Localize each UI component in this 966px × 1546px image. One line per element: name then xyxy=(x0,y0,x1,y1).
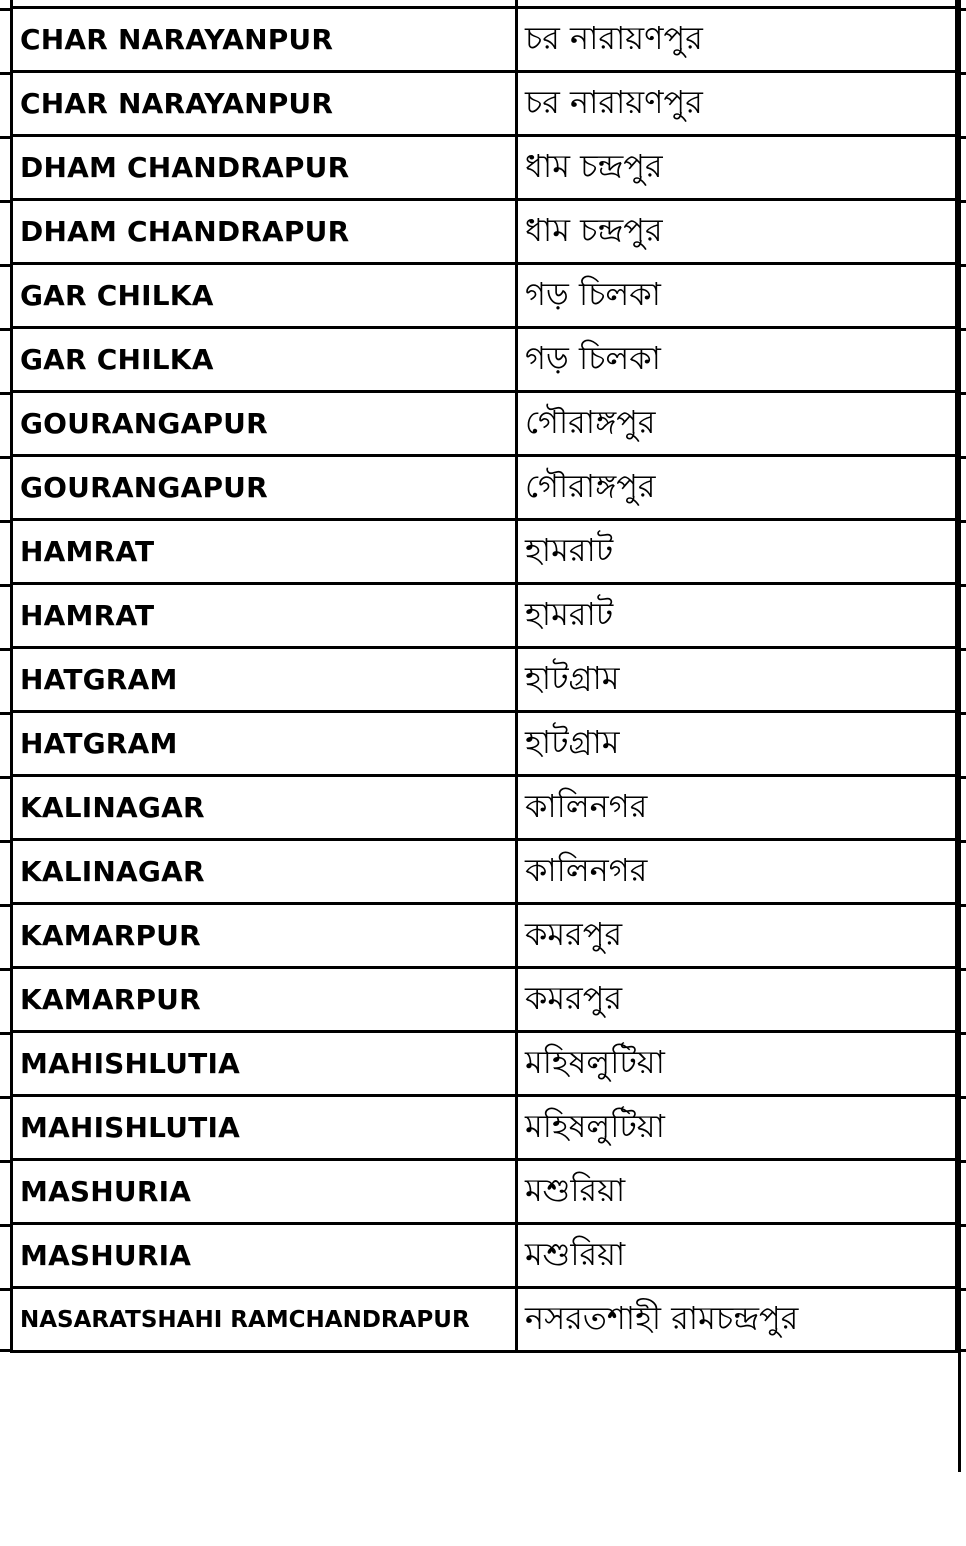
cell-bengali-name: কালিনগর xyxy=(517,840,957,904)
left-neighbor-column-edge xyxy=(0,0,10,1472)
table-row xyxy=(12,8,957,72)
cell-english-name: KALINAGAR xyxy=(12,776,517,840)
row-border-tick xyxy=(0,200,10,203)
cell-bengali-name: গৌরাঙ্গপুর xyxy=(517,392,957,456)
row-border-tick xyxy=(0,968,10,971)
cell-english-name: GAR CHILKA xyxy=(12,328,517,392)
row-border-tick xyxy=(0,456,10,459)
row-border-tick xyxy=(0,8,10,11)
cell-bengali-name: ধাম চন্দ্রপুর xyxy=(517,136,957,200)
cell-bengali-name: গড় চিলকা xyxy=(517,328,957,392)
table-row xyxy=(12,264,957,328)
village-name-table xyxy=(10,0,958,1353)
row-border-tick xyxy=(0,392,10,395)
table-row xyxy=(12,1096,957,1160)
row-border-tick xyxy=(0,712,10,715)
cell-bengali-name: হামরাট xyxy=(517,520,957,584)
cell-bengali-name: মশুরিয়া xyxy=(517,1160,957,1224)
cell-english-name: KAMARPUR xyxy=(12,968,517,1032)
table-row xyxy=(12,1288,957,1352)
table-row xyxy=(12,328,957,392)
cell-english-name: CHAR NARAYANPUR xyxy=(12,72,517,136)
row-border-tick xyxy=(0,264,10,267)
cell-bengali-name: গৌরাঙ্গপুর xyxy=(517,456,957,520)
cell-bengali-name: মশুরিয়া xyxy=(517,1224,957,1288)
cell-bengali-name: কমরপুর xyxy=(517,968,957,1032)
table-row xyxy=(12,712,957,776)
table-row xyxy=(12,1224,957,1288)
cell-bengali-name: নসরতশাহী রামচন্দ্রপুর xyxy=(517,1288,957,1352)
row-border-tick xyxy=(0,1288,10,1291)
cell-english-name: HAMRAT xyxy=(12,520,517,584)
row-border-tick xyxy=(0,1224,10,1227)
cell-bengali-name: কমরপুর xyxy=(517,904,957,968)
table-row xyxy=(12,840,957,904)
row-border-tick xyxy=(0,1160,10,1163)
cell-english-name: CHAR NARAYANPUR xyxy=(12,8,517,72)
cell-bengali-name: মহিষলুটিয়া xyxy=(517,1032,957,1096)
cell-english-name: DHAM CHANDRAPUR xyxy=(12,200,517,264)
cell-bengali-name: মহিষলুটিয়া xyxy=(517,1096,957,1160)
cell-bengali-name: হাটগ্রাম xyxy=(517,648,957,712)
table-row xyxy=(12,776,957,840)
row-border-tick xyxy=(0,1096,10,1099)
row-border-tick xyxy=(0,1349,10,1352)
table-row xyxy=(12,968,957,1032)
cell-english-name: HATGRAM xyxy=(12,648,517,712)
table-row xyxy=(12,1032,957,1096)
row-border-tick xyxy=(0,648,10,651)
cell-english-name: MAHISHLUTIA xyxy=(12,1096,517,1160)
cell-english-name: NASARATSHAHI RAMCHANDRAPUR xyxy=(12,1288,517,1352)
cell-bengali-name: চর নারায়ণপুর xyxy=(517,8,957,72)
cell-bengali-name: চর নারায়ণপুর xyxy=(517,72,957,136)
cell-bengali-name: গড় চিলকা xyxy=(517,264,957,328)
cell-bengali-name: কালিনগর xyxy=(517,776,957,840)
cell-english-name: HAMRAT xyxy=(12,584,517,648)
table-row xyxy=(12,1160,957,1224)
row-border-tick xyxy=(0,136,10,139)
row-border-tick xyxy=(0,1032,10,1035)
cell-bengali-name: হামরাট xyxy=(517,584,957,648)
cell-english-name: MAHISHLUTIA xyxy=(12,1032,517,1096)
cell-english-name: HATGRAM xyxy=(12,712,517,776)
cell-english-name: GAR CHILKA xyxy=(12,264,517,328)
row-border-tick xyxy=(0,72,10,75)
table-row xyxy=(12,200,957,264)
table-row xyxy=(12,72,957,136)
cell-english-name: DHAM CHANDRAPUR xyxy=(12,136,517,200)
row-border-tick xyxy=(0,904,10,907)
table-row xyxy=(12,456,957,520)
cell-english-header xyxy=(12,0,517,8)
cell-english-name: KALINAGAR xyxy=(12,840,517,904)
cell-english-name: MASHURIA xyxy=(12,1224,517,1288)
table-row xyxy=(12,584,957,648)
cell-bengali-name: ধাম চন্দ্রপুর xyxy=(517,200,957,264)
cell-english-name: GOURANGAPUR xyxy=(12,456,517,520)
row-border-tick xyxy=(0,840,10,843)
row-border-tick xyxy=(0,520,10,523)
table-row xyxy=(12,392,957,456)
row-border-tick xyxy=(0,776,10,779)
table-row xyxy=(12,520,957,584)
table-row xyxy=(12,136,957,200)
cell-bengali-name: হাটগ্রাম xyxy=(517,712,957,776)
row-border-tick xyxy=(0,328,10,331)
table-row xyxy=(12,904,957,968)
table-row xyxy=(12,648,957,712)
cell-english-name: GOURANGAPUR xyxy=(12,392,517,456)
cell-english-name: MASHURIA xyxy=(12,1160,517,1224)
table-row-header xyxy=(12,0,957,8)
cell-bengali-header xyxy=(517,0,957,8)
cell-english-name: KAMARPUR xyxy=(12,904,517,968)
row-border-tick xyxy=(0,584,10,587)
